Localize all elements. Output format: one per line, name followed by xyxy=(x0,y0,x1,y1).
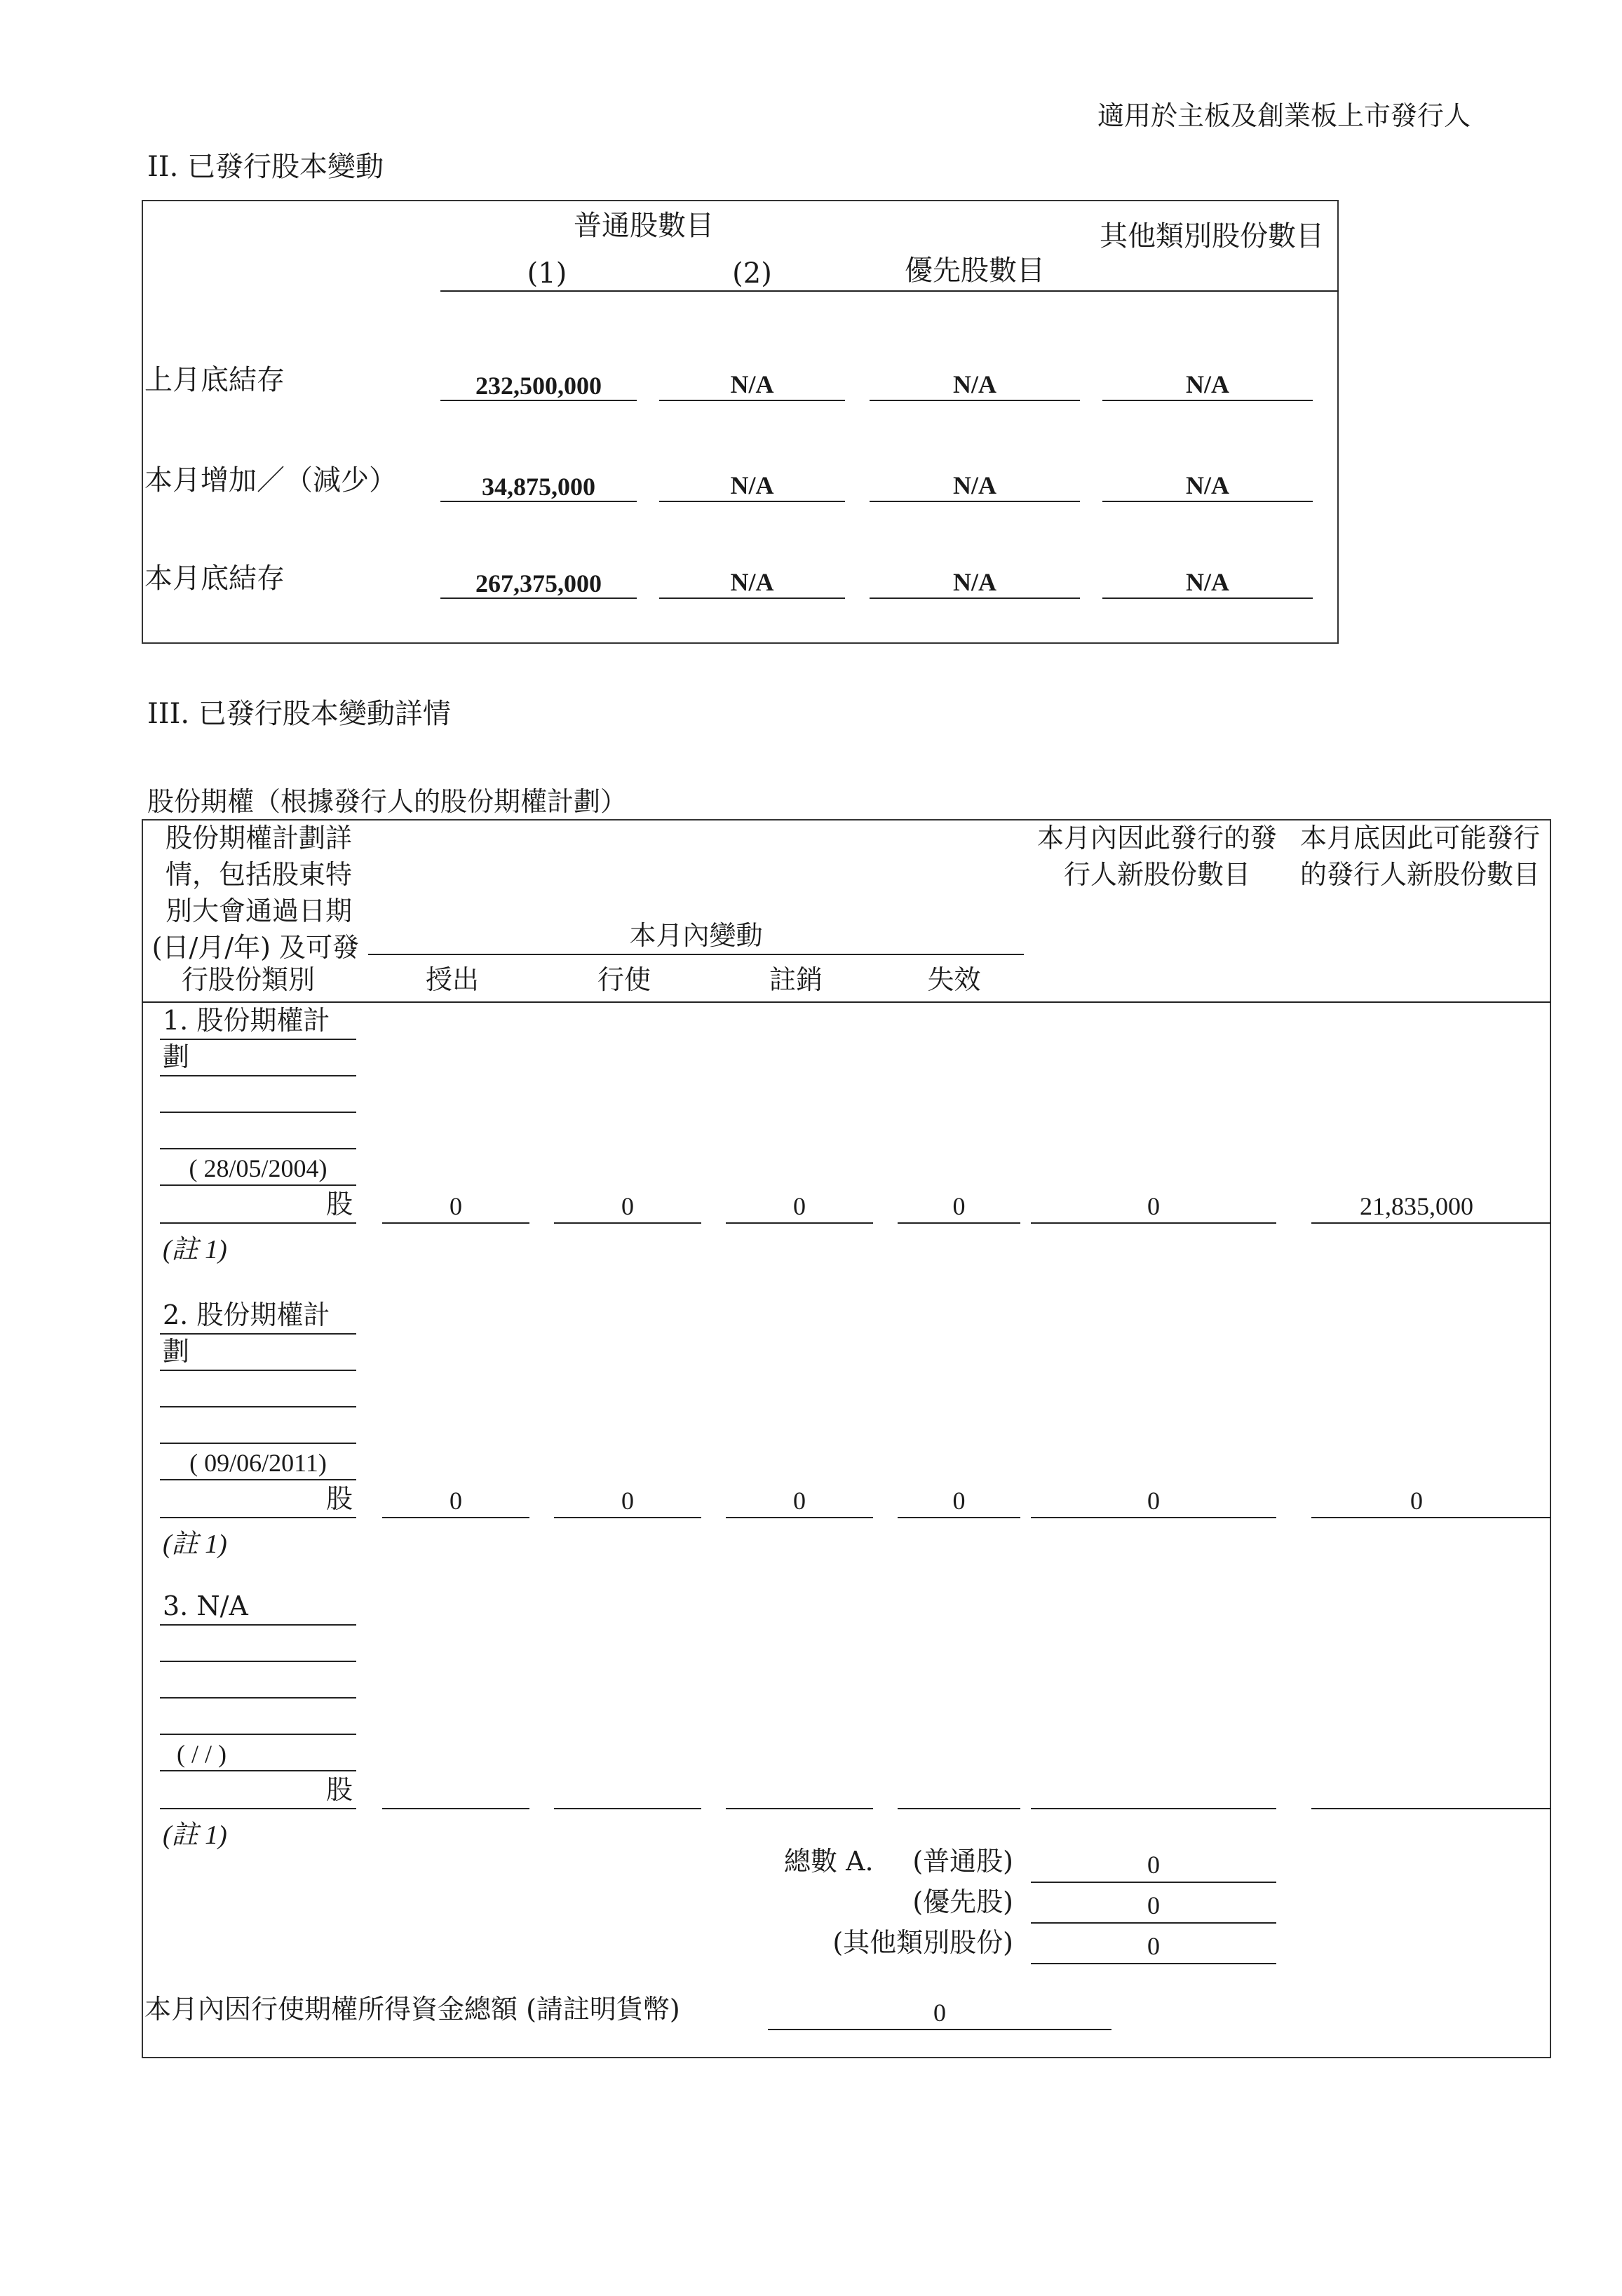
other-shares-header: 其他類別股份數目 xyxy=(1100,220,1324,252)
scheme-2-lapsed: 0 xyxy=(952,1487,966,1515)
total-preference-label: (優先股) xyxy=(912,1886,1013,1917)
scheme-1-date: ( 28/05/2004) xyxy=(189,1154,327,1182)
preference-shares-header: 優先股數目 xyxy=(905,255,1045,287)
scheme-header-line-1: 股份期權計劃詳 xyxy=(165,823,352,853)
scheme-2-cancelled: 0 xyxy=(793,1487,806,1515)
scheme-header-line-4: (日/月/年) 及可發 xyxy=(151,932,359,963)
scheme-1-lapsed: 0 xyxy=(952,1192,966,1220)
total-ordinary-value: 0 xyxy=(1147,1851,1160,1879)
scheme-1-issuable: 21,835,000 xyxy=(1360,1192,1473,1220)
granted-header: 授出 xyxy=(425,964,479,995)
header-divider xyxy=(142,1001,1551,1003)
applicability-note: 適用於主板及創業板上市發行人 xyxy=(1097,100,1471,131)
scheme-1-name-line-2: 劃 xyxy=(163,1041,190,1072)
opening-ordinary-1: 232,500,000 xyxy=(475,372,602,400)
scheme-2-note: (註 1) xyxy=(163,1529,227,1559)
scheme-header-line-5: 行股份類別 xyxy=(181,964,315,995)
issued-header-line-1: 本月內因此發行的發 xyxy=(1036,823,1277,853)
change-preference: N/A xyxy=(953,471,996,499)
change-ordinary-2: N/A xyxy=(730,471,774,499)
scheme-1-granted: 0 xyxy=(450,1192,462,1220)
closing-ordinary-2: N/A xyxy=(730,568,774,596)
scheme-3-unit: 股 xyxy=(325,1774,353,1805)
row-label-opening: 上月底結存 xyxy=(144,364,285,396)
total-other-label: (其他類別股份) xyxy=(832,1927,1013,1958)
issued-header-line-2: 行人新股份數目 xyxy=(1063,859,1250,890)
total-ordinary-label: (普通股) xyxy=(912,1846,1013,1877)
closing-ordinary-1: 267,375,000 xyxy=(475,569,602,597)
exercised-header: 行使 xyxy=(597,964,651,995)
lapsed-header: 失效 xyxy=(927,964,981,995)
scheme-1-exercised: 0 xyxy=(621,1192,634,1220)
scheme-2-name-line-2: 劃 xyxy=(163,1336,190,1367)
share-options-subtitle: 股份期權（根據發行人的股份期權計劃） xyxy=(147,786,628,817)
issuable-header-line-2: 的發行人新股份數目 xyxy=(1299,859,1540,890)
movement-header: 本月內變動 xyxy=(629,920,763,951)
closing-preference: N/A xyxy=(953,568,996,596)
scheme-1-name-line-1: 1. 股份期權計 xyxy=(163,1005,330,1036)
total-preference-value: 0 xyxy=(1147,1891,1160,1919)
scheme-2-date: ( 09/06/2011) xyxy=(189,1449,327,1477)
total-a-label: 總數 A. xyxy=(784,1846,874,1877)
scheme-3-note: (註 1) xyxy=(163,1821,227,1850)
scheme-2-unit: 股 xyxy=(325,1483,353,1514)
scheme-header-line-3: 別大會通過日期 xyxy=(165,896,352,926)
issuable-header-line-1: 本月底因此可能發行 xyxy=(1299,823,1540,853)
scheme-3-date: ( / / ) xyxy=(177,1740,227,1768)
cancelled-header: 註銷 xyxy=(769,964,823,995)
scheme-2-granted: 0 xyxy=(450,1487,462,1515)
scheme-1-cancelled: 0 xyxy=(793,1192,806,1220)
total-other-value: 0 xyxy=(1147,1932,1160,1960)
change-other: N/A xyxy=(1186,471,1229,499)
row-label-closing: 本月底結存 xyxy=(144,562,285,595)
funds-raised-label: 本月內因行使期權所得資金總額 (請註明貨幣) xyxy=(144,1994,680,2025)
ordinary-col1-header: (1) xyxy=(527,257,567,290)
scheme-3-name-line-1: 3. N/A xyxy=(163,1591,248,1621)
funds-raised-value: 0 xyxy=(933,1999,946,2027)
section-2-title: II. 已發行股本變動 xyxy=(147,151,384,183)
ordinary-shares-header: 普通股數目 xyxy=(574,210,714,242)
opening-preference: N/A xyxy=(953,370,996,398)
row-label-change: 本月增加／（減少） xyxy=(144,464,397,497)
section-3-title: III. 已發行股本變動詳情 xyxy=(147,698,451,730)
header-underline xyxy=(440,290,1339,292)
scheme-2-name-line-1: 2. 股份期權計 xyxy=(163,1299,330,1330)
scheme-1-note: (註 1) xyxy=(163,1235,227,1264)
scheme-2-issuable: 0 xyxy=(1410,1487,1423,1515)
opening-ordinary-2: N/A xyxy=(730,370,774,398)
scheme-2-issued: 0 xyxy=(1147,1487,1160,1515)
scheme-1-issued: 0 xyxy=(1147,1192,1160,1220)
scheme-2-exercised: 0 xyxy=(621,1487,634,1515)
opening-other: N/A xyxy=(1186,370,1229,398)
ordinary-col2-header: (2) xyxy=(732,257,772,290)
scheme-header-line-2: 情，包括股東特 xyxy=(165,859,352,890)
change-ordinary-1: 34,875,000 xyxy=(482,473,595,501)
scheme-1-unit: 股 xyxy=(325,1189,353,1220)
closing-other: N/A xyxy=(1186,568,1229,596)
